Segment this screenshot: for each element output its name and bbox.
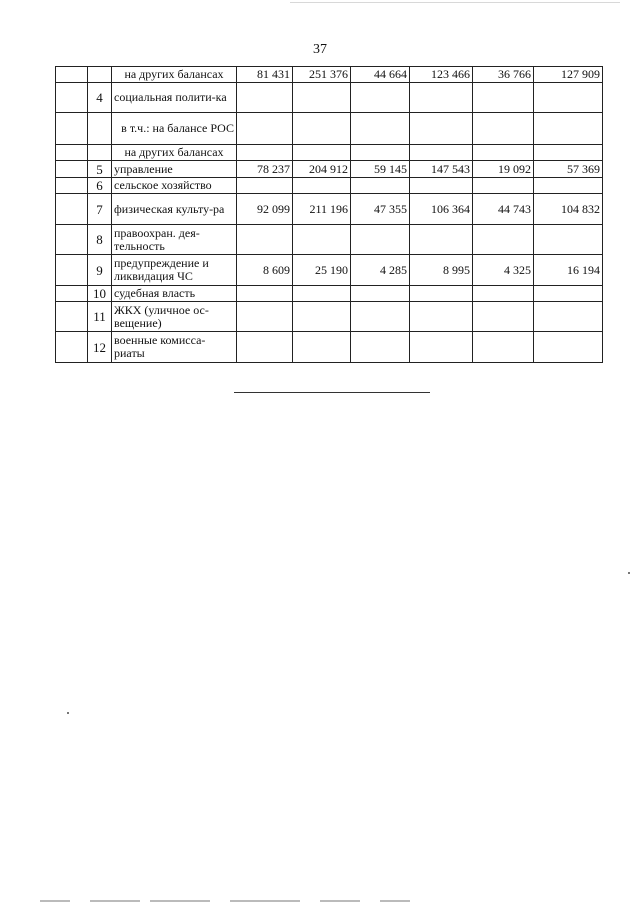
- value-cell: [293, 225, 351, 255]
- value-cell: [534, 113, 603, 145]
- blank-cell: [56, 332, 88, 363]
- row-number: 4: [88, 83, 112, 113]
- value-cell: [410, 302, 473, 332]
- value-cell: 25 190: [293, 255, 351, 286]
- value-cell: [534, 302, 603, 332]
- scan-speck: [67, 712, 69, 714]
- value-cell: 36 766: [473, 67, 534, 83]
- blank-cell: [56, 178, 88, 194]
- value-cell: 78 237: [237, 161, 293, 178]
- value-cell: 59 145: [351, 161, 410, 178]
- row-number: [88, 145, 112, 161]
- table-row: [56, 113, 603, 145]
- value-cell: 251 376: [293, 67, 351, 83]
- budget-table-body: [56, 67, 603, 363]
- value-cell: [237, 145, 293, 161]
- value-cell: 92 099: [237, 194, 293, 225]
- value-cell: [237, 113, 293, 145]
- value-cell: 106 364: [410, 194, 473, 225]
- value-cell: [237, 225, 293, 255]
- value-cell: 57 369: [534, 161, 603, 178]
- row-name: на других балансах: [112, 145, 237, 161]
- scan-edge-artifact: [0, 899, 640, 903]
- section-divider: [234, 392, 430, 393]
- row-name: правоохран. дея-тельность: [112, 225, 237, 255]
- value-cell: [351, 332, 410, 363]
- value-cell: [293, 332, 351, 363]
- blank-cell: [56, 194, 88, 225]
- row-name: предупреждение и ликвидация ЧС: [112, 255, 237, 286]
- value-cell: 81 431: [237, 67, 293, 83]
- value-cell: [351, 113, 410, 145]
- value-cell: 16 194: [534, 255, 603, 286]
- value-cell: [534, 332, 603, 363]
- value-cell: 47 355: [351, 194, 410, 225]
- value-cell: [293, 286, 351, 302]
- value-cell: 204 912: [293, 161, 351, 178]
- value-cell: [410, 145, 473, 161]
- row-number: 8: [88, 225, 112, 255]
- value-cell: 104 832: [534, 194, 603, 225]
- table-row: [56, 255, 603, 286]
- blank-cell: [56, 161, 88, 178]
- blank-cell: [56, 286, 88, 302]
- blank-cell: [56, 145, 88, 161]
- row-name: ЖКХ (уличное ос-вещение): [112, 302, 237, 332]
- value-cell: [351, 83, 410, 113]
- value-cell: 123 466: [410, 67, 473, 83]
- value-cell: [351, 145, 410, 161]
- table-row: [56, 286, 603, 302]
- value-cell: 147 543: [410, 161, 473, 178]
- value-cell: [473, 145, 534, 161]
- value-cell: [293, 178, 351, 194]
- row-name: на других балансах: [112, 67, 237, 83]
- value-cell: [237, 302, 293, 332]
- blank-cell: [56, 302, 88, 332]
- top-edge-line: [290, 2, 620, 3]
- value-cell: [534, 145, 603, 161]
- page-number: 37: [313, 42, 327, 57]
- value-cell: [473, 286, 534, 302]
- value-cell: [473, 332, 534, 363]
- table-row: [56, 225, 603, 255]
- row-name: социальная полити-ка: [112, 83, 237, 113]
- value-cell: [237, 178, 293, 194]
- blank-cell: [56, 67, 88, 83]
- blank-cell: [56, 113, 88, 145]
- value-cell: [293, 302, 351, 332]
- row-number: 7: [88, 194, 112, 225]
- table-row: [56, 332, 603, 363]
- value-cell: [410, 286, 473, 302]
- row-name: физическая культу-ра: [112, 194, 237, 225]
- value-cell: [293, 113, 351, 145]
- row-name: управление: [112, 161, 237, 178]
- scan-speck: [628, 572, 630, 574]
- value-cell: [534, 83, 603, 113]
- table-row: [56, 161, 603, 178]
- value-cell: [410, 178, 473, 194]
- value-cell: 4 325: [473, 255, 534, 286]
- value-cell: 211 196: [293, 194, 351, 225]
- budget-table: [55, 66, 603, 363]
- table-row: [56, 67, 603, 83]
- value-cell: [237, 286, 293, 302]
- row-name: военные комисса-риаты: [112, 332, 237, 363]
- blank-cell: [56, 255, 88, 286]
- value-cell: 4 285: [351, 255, 410, 286]
- value-cell: [410, 83, 473, 113]
- value-cell: [473, 83, 534, 113]
- value-cell: [410, 225, 473, 255]
- row-number: 12: [88, 332, 112, 363]
- table-row: [56, 194, 603, 225]
- blank-cell: [56, 83, 88, 113]
- value-cell: [237, 83, 293, 113]
- value-cell: 19 092: [473, 161, 534, 178]
- value-cell: [410, 113, 473, 145]
- row-number: 5: [88, 161, 112, 178]
- value-cell: [473, 113, 534, 145]
- row-number: 9: [88, 255, 112, 286]
- value-cell: 44 664: [351, 67, 410, 83]
- table-row: [56, 145, 603, 161]
- value-cell: [293, 83, 351, 113]
- value-cell: [293, 145, 351, 161]
- value-cell: [473, 178, 534, 194]
- value-cell: [410, 332, 473, 363]
- row-number: 10: [88, 286, 112, 302]
- row-number: 11: [88, 302, 112, 332]
- blank-cell: [56, 225, 88, 255]
- value-cell: [534, 225, 603, 255]
- table-row: [56, 302, 603, 332]
- value-cell: [351, 302, 410, 332]
- row-number: [88, 113, 112, 145]
- value-cell: [534, 286, 603, 302]
- value-cell: [534, 178, 603, 194]
- row-name: судебная власть: [112, 286, 237, 302]
- table-row: [56, 178, 603, 194]
- value-cell: [351, 225, 410, 255]
- value-cell: 8 609: [237, 255, 293, 286]
- value-cell: [351, 178, 410, 194]
- row-number: [88, 67, 112, 83]
- row-name: сельское хозяйство: [112, 178, 237, 194]
- value-cell: [237, 332, 293, 363]
- value-cell: [473, 225, 534, 255]
- value-cell: [473, 302, 534, 332]
- value-cell: 8 995: [410, 255, 473, 286]
- value-cell: 44 743: [473, 194, 534, 225]
- row-name: в т.ч.: на балансе РОС: [112, 113, 237, 145]
- value-cell: [351, 286, 410, 302]
- table-row: [56, 83, 603, 113]
- value-cell: 127 909: [534, 67, 603, 83]
- row-number: 6: [88, 178, 112, 194]
